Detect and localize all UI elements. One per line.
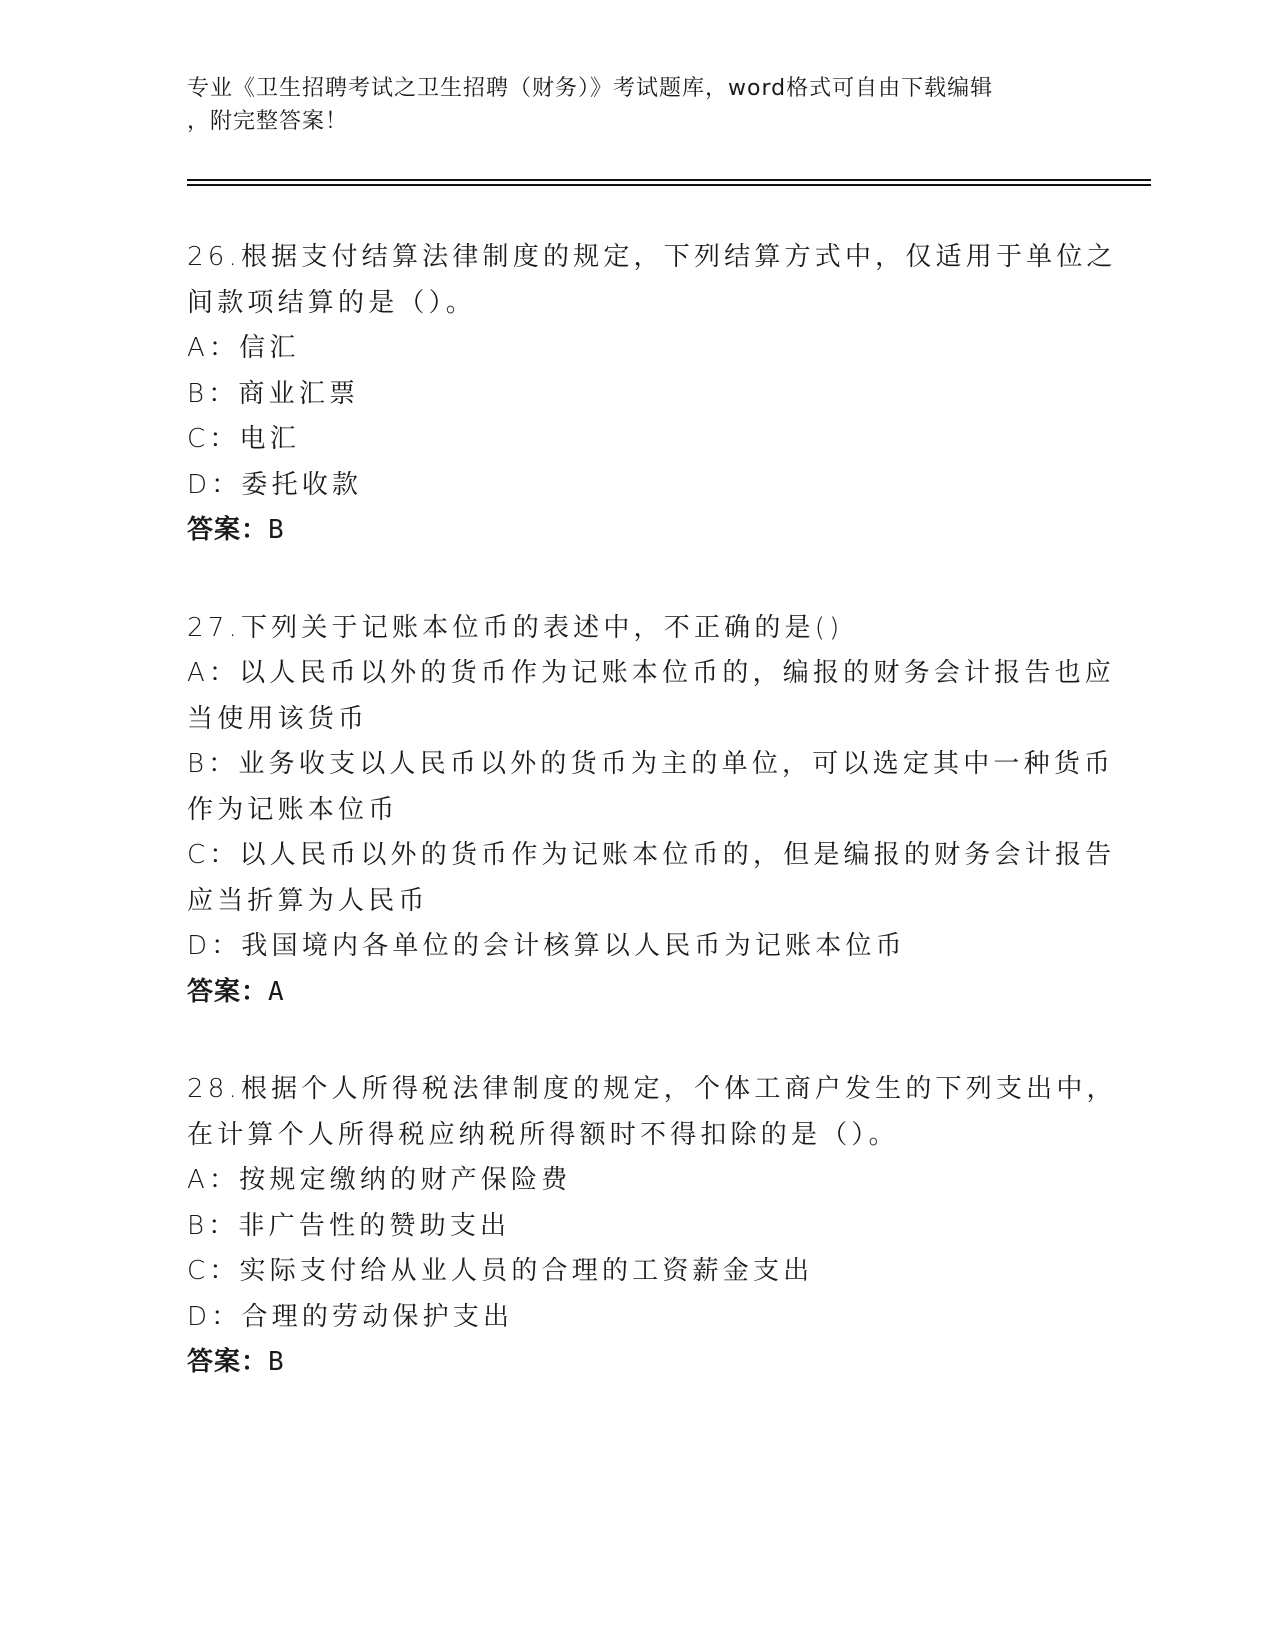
question-stem-line: 28.根据个人所得税法律制度的规定，个体工商户发生的下列支出中， [187, 1074, 1117, 1104]
option-c: C：实际支付给从业人员的合理的工资薪金支出 [187, 1256, 814, 1286]
option-b: B：业务收支以人民币以外的货币为主的单位，可以选定其中一种货币 [187, 749, 1115, 779]
option-b: B：商业汇票 [187, 378, 360, 409]
header-line-1: 专业《卫生招聘考试之卫生招聘（财务）》考试题库，word格式可自由下载编辑 [187, 76, 994, 101]
answer-label: 答案： [187, 976, 269, 1007]
answer-value: A [268, 976, 285, 1007]
header-divider-top [187, 179, 1151, 181]
question-stem-line: 26.根据支付结算法律制度的规定，下列结算方式中，仅适用于单位之 [187, 242, 1117, 272]
option-c: C：电汇 [187, 424, 300, 454]
question-26 [187, 235, 1117, 554]
option-c-continuation: 应当折算为人民币 [187, 885, 429, 916]
option-a: A：按规定缴纳的财产保险费 [187, 1165, 572, 1195]
answer-line [187, 970, 1077, 1016]
answer-label: 答案： [187, 515, 269, 545]
option-b: B：非广告性的赞助支出 [187, 1210, 511, 1241]
option-c: C：以人民币以外的货币作为记账本位币的，但是编报的财务会计报告 [187, 840, 1116, 870]
question-28 [187, 1067, 1117, 1386]
option-d: D：委托收款 [187, 469, 363, 500]
answer-label: 答案： [187, 1347, 269, 1377]
option-a: A：信汇 [187, 333, 300, 363]
question-list [187, 235, 1117, 1438]
header-line-2: ，附完整答案！ [187, 109, 349, 134]
answer-value: B [268, 1347, 285, 1377]
document-header [187, 72, 1067, 138]
question-27 [187, 606, 1116, 1016]
option-a: A：以人民币以外的货币作为记账本位币的，编报的财务会计报告也应 [187, 658, 1115, 688]
question-stem-line: 27.下列关于记账本位币的表述中，不正确的是() [187, 612, 844, 643]
option-d: D：合理的劳动保护支出 [187, 1301, 514, 1332]
answer-line [187, 1340, 1077, 1386]
answer-line [187, 508, 1077, 554]
question-stem-line: 在计算个人所得税应纳税所得额时不得扣除的是（）。 [187, 1119, 899, 1150]
option-d: D：我国境内各单位的会计核算以人民币为记账本位币 [187, 931, 906, 961]
answer-value: B [268, 515, 285, 545]
option-a-continuation: 当使用该货币 [187, 703, 369, 734]
question-stem-line: 间款项结算的是（）。 [187, 287, 477, 318]
header-divider-bottom [187, 184, 1151, 186]
option-b-continuation: 作为记账本位币 [187, 794, 399, 825]
